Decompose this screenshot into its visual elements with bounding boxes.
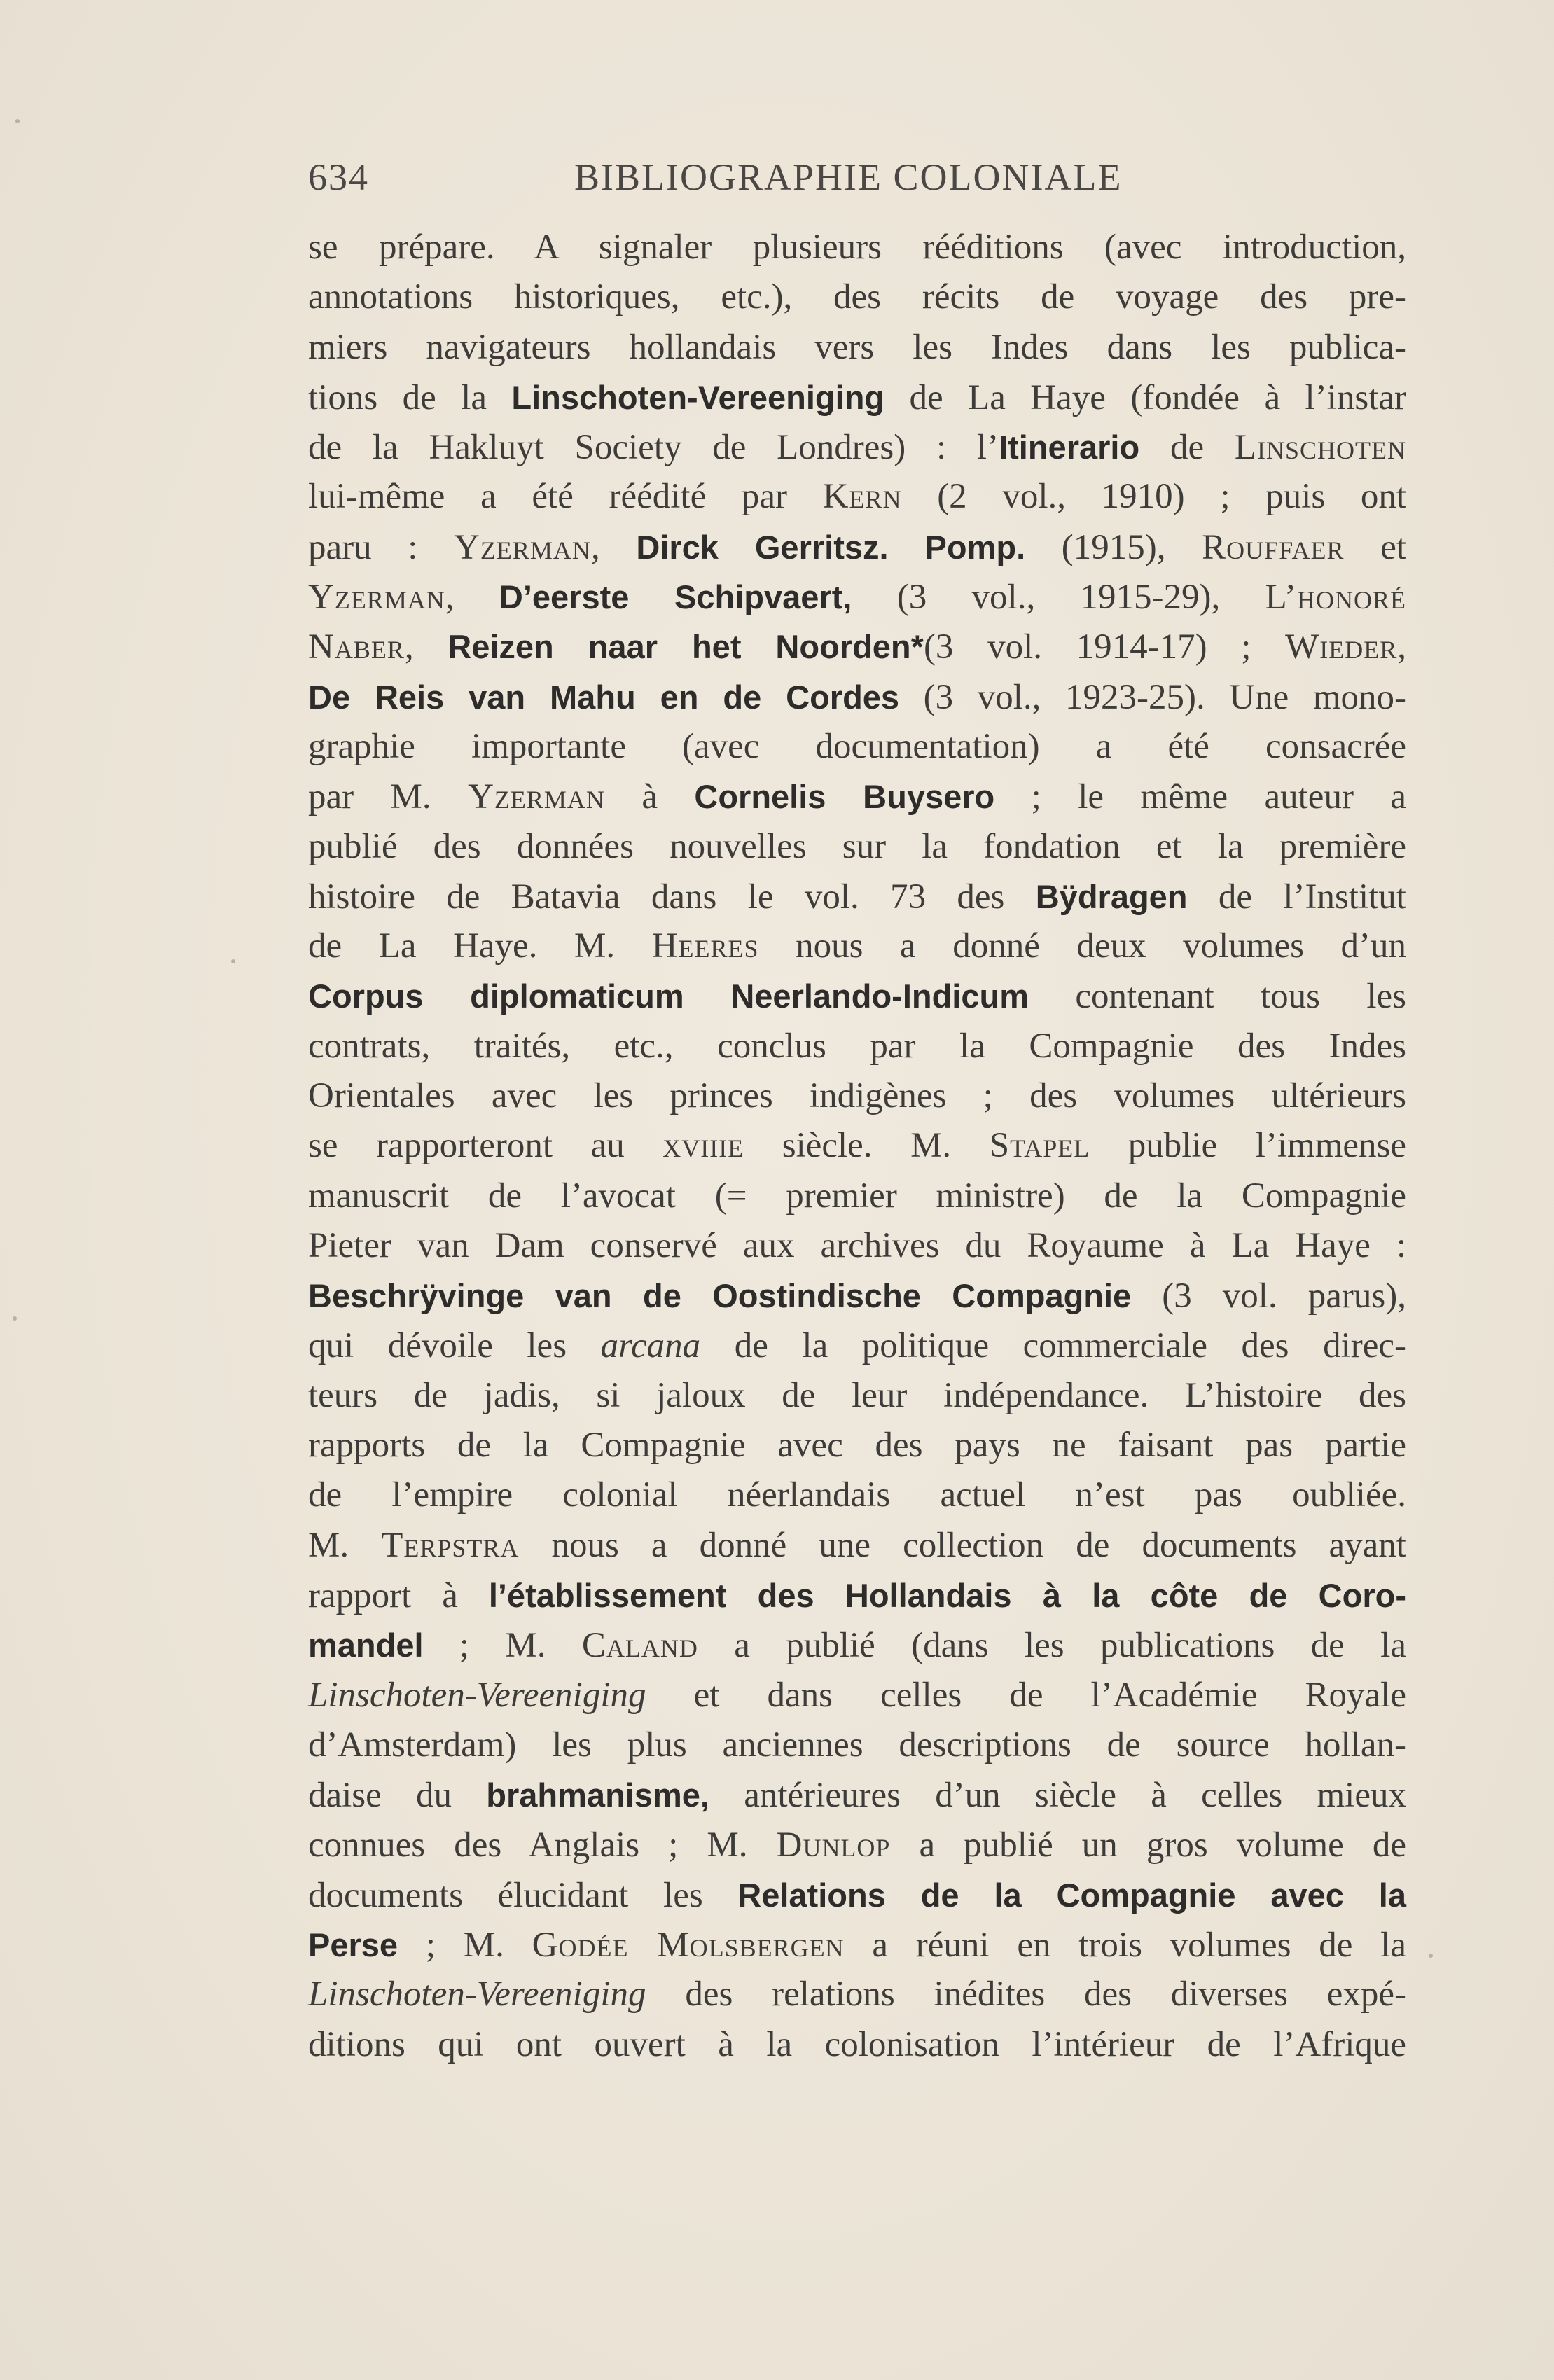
author-name: Dunlop: [776, 1825, 891, 1865]
text-run: a publié un gros volume de: [890, 1825, 1406, 1865]
text-run: des relations inédites des diverses expé-: [646, 1975, 1406, 2014]
running-head: BIBLIOGRAPHIE COLONIALE: [574, 156, 1123, 198]
author-name: Naber: [308, 627, 405, 667]
text-line: [308, 971, 1406, 1021]
text-line: [308, 1571, 1406, 1620]
text-run: histoire de Batavia dans le vol. 73 des: [308, 877, 1036, 917]
author-name: Caland: [581, 1626, 698, 1666]
author-name: Terpstra: [381, 1525, 520, 1565]
text-line: [308, 2020, 1406, 2070]
page-header: [308, 155, 1149, 204]
text-run: tions de la: [308, 377, 512, 417]
text-line: [308, 522, 1406, 572]
bold-title: Corpus diplomaticum Neerlando-Indicum: [308, 977, 1029, 1015]
italic-term: Linschoten-Vereeniging: [308, 1975, 646, 2014]
author-name: Godée Molsbergen: [532, 1926, 845, 1965]
bold-title: brahmanisme,: [486, 1776, 709, 1814]
text-run: (3 vol., 1915-29),: [852, 578, 1265, 618]
text-line: [308, 1371, 1406, 1421]
text-line: [308, 1271, 1406, 1321]
text-run: ; M.: [398, 1926, 532, 1965]
text-line: [308, 572, 1406, 622]
bold-title: Reizen naar het Noorden*: [448, 628, 924, 666]
text-line: [308, 1221, 1406, 1271]
bold-title: Beschrÿvinge van de Oostindische Compagnie: [308, 1277, 1132, 1315]
text-run: et: [1344, 527, 1407, 567]
text-run: contrats, traités, etc., conclus par la Compagnie des Indes: [308, 1026, 1406, 1066]
text-line: [308, 1770, 1406, 1820]
author-name: Yzerman: [468, 777, 605, 817]
text-run: ,: [404, 627, 448, 667]
text-line: [308, 822, 1406, 872]
text-line: [308, 1521, 1406, 1571]
text-line: [308, 722, 1406, 772]
text-run: contenant tous les: [1029, 977, 1406, 1017]
paper-speck: [13, 1316, 17, 1321]
text-line: [308, 1470, 1406, 1520]
text-line: [308, 1671, 1406, 1720]
page-number: 634: [308, 156, 369, 198]
author-name: Linschoten: [1234, 428, 1406, 468]
text-run: (1915),: [1025, 527, 1202, 567]
text-run: ,: [590, 527, 637, 567]
century-numeral: xviiie: [662, 1126, 744, 1166]
text-run: documents élucidant les: [308, 1875, 738, 1915]
text-run: daise du: [308, 1776, 487, 1816]
paper-speck: [1429, 1954, 1433, 1958]
text-run: de: [1139, 428, 1235, 468]
text-line: [308, 323, 1406, 373]
text-run: de La Haye. M.: [308, 926, 652, 966]
author-name: Kern: [822, 477, 902, 517]
bold-title: De Reis van Mahu en de Cordes: [308, 678, 900, 716]
text-run: Pieter van Dam conservé aux archives du Royaume à La Haye :: [308, 1225, 1406, 1265]
text-line: [308, 223, 1406, 272]
text-run: (3 vol. 1914-17) ;: [923, 627, 1286, 667]
text-run: ditions qui ont ouvert à la colonisation l’intérieur de l’Afrique: [308, 2024, 1406, 2064]
text-run: de l’empire colonial néerlandais actuel n’est pas oubliée.: [308, 1475, 1406, 1515]
text-run: et dans celles de l’Académie Royale: [646, 1675, 1406, 1715]
text-run: paru :: [308, 527, 455, 567]
text-run: publié des données nouvelles sur la fondation et la première: [308, 826, 1406, 866]
text-run: qui dévoile les: [308, 1325, 601, 1365]
text-line: [308, 1821, 1406, 1870]
text-run: antérieures d’un siècle à celles mieux: [709, 1776, 1406, 1816]
text-run: nous a donné deux volumes d’un: [758, 926, 1406, 966]
text-line: [308, 472, 1406, 522]
text-run: lui-même a été réédité par: [308, 477, 823, 517]
text-line: [308, 1421, 1406, 1470]
text-line: [308, 1171, 1406, 1221]
author-name: Wieder: [1285, 627, 1398, 667]
text-line: [308, 772, 1406, 821]
text-run: miers navigateurs hollandais vers les Indes dans les publica-: [308, 327, 1406, 367]
author-name: Stapel: [989, 1126, 1090, 1166]
text-run: ; le même auteur a: [994, 777, 1406, 817]
text-line: [308, 672, 1406, 722]
text-line: [308, 1022, 1406, 1071]
text-run: de l’Institut: [1187, 877, 1406, 917]
text-line: [308, 622, 1406, 671]
text-run: à: [604, 777, 695, 817]
text-run: se prépare. A signaler plusieurs rééditions (avec introduction,: [308, 228, 1406, 267]
bold-title: Bÿdragen: [1035, 877, 1188, 915]
paper-speck: [231, 959, 235, 963]
text-run: ,: [445, 578, 499, 618]
bold-title: Dirck Gerritsz. Pomp.: [636, 528, 1026, 566]
text-run: (3 vol. parus),: [1131, 1276, 1406, 1316]
text-run: connues des Anglais ; M.: [308, 1825, 777, 1865]
text-run: ,: [1397, 627, 1406, 667]
text-line: [308, 422, 1406, 472]
text-run: nous a donné une collection de documents ayant: [519, 1525, 1406, 1565]
text-line: [308, 1720, 1406, 1770]
text-run: a réuni en trois volumes de la: [844, 1926, 1406, 1965]
bold-title: Relations de la Compagnie avec la: [737, 1876, 1406, 1914]
author-name: L’honoré: [1265, 578, 1406, 618]
text-line: [308, 1321, 1406, 1371]
text-run: a publié (dans les publications de la: [698, 1626, 1406, 1666]
text-line: [308, 1121, 1406, 1171]
text-line: [308, 272, 1406, 322]
text-line: [308, 1620, 1406, 1670]
text-run: de La Haye (fondée à l’instar: [884, 377, 1406, 417]
text-line: [308, 921, 1406, 971]
paper-speck: [15, 119, 20, 123]
bold-title: D’eerste Schipvaert,: [499, 578, 852, 616]
italic-term: arcana: [600, 1325, 701, 1365]
bold-title: l’établissement des Hollandais à la côte de Coro-: [488, 1577, 1406, 1615]
text-run: rapports de la Compagnie avec des pays ne faisant pas partie: [308, 1426, 1406, 1466]
text-line: [308, 1071, 1406, 1121]
text-line: [308, 872, 1406, 921]
text-run: siècle. M.: [744, 1126, 990, 1166]
bold-title: Itinerario: [999, 429, 1140, 466]
author-name: Heeres: [651, 926, 759, 966]
text-run: (3 vol., 1923-25). Une mono-: [899, 677, 1406, 717]
text-line: [308, 1920, 1406, 1970]
text-run: M.: [308, 1525, 382, 1565]
text-run: rapport à: [308, 1576, 489, 1616]
italic-term: Linschoten-Vereeniging: [308, 1675, 646, 1715]
text-run: teurs de jadis, si jaloux de leur indépendance. L’histoire des: [308, 1375, 1406, 1415]
text-run: par M.: [308, 777, 469, 817]
text-run: annotations historiques, etc.), des récits de voyage des pre-: [308, 277, 1406, 317]
author-name: Rouffaer: [1202, 527, 1345, 567]
body-text: [308, 223, 1406, 2070]
text-run: d’Amsterdam) les plus anciennes descriptions de source hollan-: [308, 1725, 1406, 1765]
author-name: Yzerman: [308, 578, 445, 618]
text-line: [308, 1970, 1406, 2019]
text-run: publie l’immense: [1090, 1126, 1406, 1166]
text-run: graphie importante (avec documentation) a été consacrée: [308, 726, 1406, 766]
text-line: [308, 1870, 1406, 1920]
text-run: de la politique commerciale des direc-: [700, 1325, 1406, 1365]
text-run: (2 vol., 1910) ; puis ont: [901, 477, 1406, 517]
text-run: se rapporteront au: [308, 1126, 663, 1166]
text-run: ; M.: [423, 1626, 582, 1666]
text-line: [308, 373, 1406, 422]
author-name: Yzerman: [454, 527, 591, 567]
bold-title: Cornelis Buysero: [694, 778, 995, 816]
text-run: de la Hakluyt Society de Londres) : l’: [308, 428, 999, 468]
bold-title: Perse: [308, 1926, 398, 1964]
text-run: Orientales avec les princes indigènes ; des volumes ultérieurs: [308, 1076, 1406, 1116]
bold-title: mandel: [308, 1627, 424, 1664]
bold-title: Linschoten-Vereeniging: [511, 378, 885, 416]
text-run: manuscrit de l’avocat (= premier ministre) de la Compagnie: [308, 1176, 1406, 1216]
